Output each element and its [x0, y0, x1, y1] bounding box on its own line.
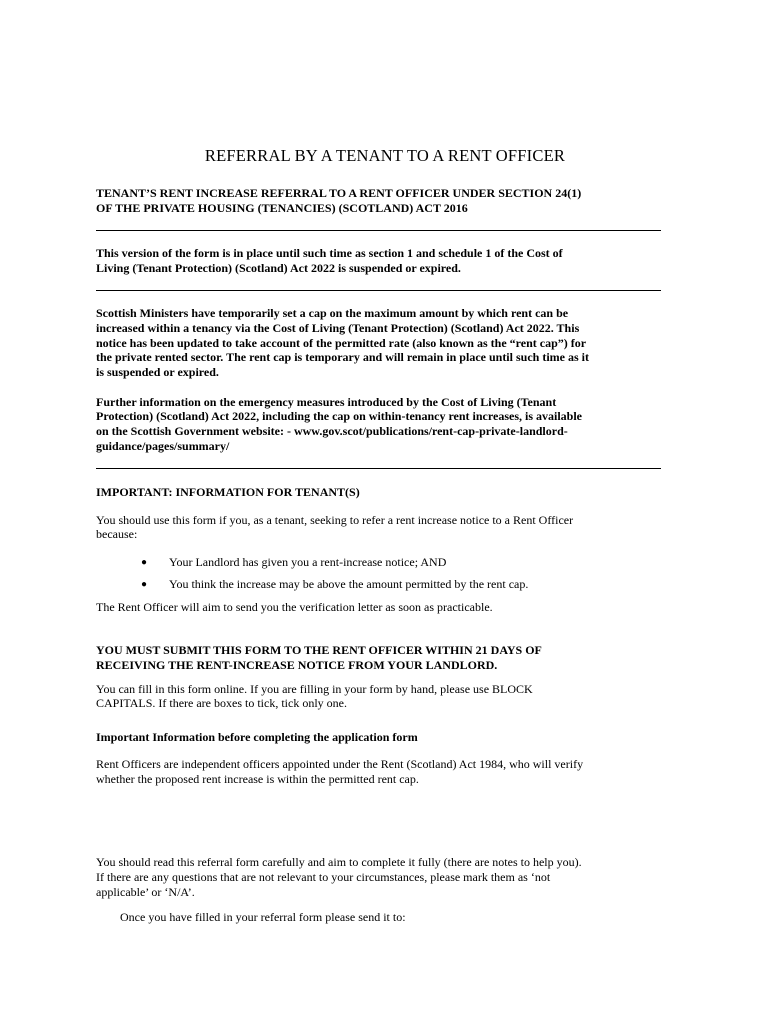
- subtitle-line-2: OF THE PRIVATE HOUSING (TENANCIES) (SCOTLAND) ACT 2016: [96, 201, 468, 215]
- bullet-icon: ●: [141, 579, 148, 590]
- further-info-line: Further information on the emergency measures introduced by the Cost of Living (Tenant: [96, 395, 557, 409]
- read-form-line: applicable’ or ‘N/A’.: [96, 885, 195, 899]
- must-submit-line-1: YOU MUST SUBMIT THIS FORM TO THE RENT OFFICER WITHIN 21 DAYS OF: [96, 643, 542, 657]
- read-form-line: You should read this referral form carefully and aim to complete it fully (there are notes to help you).: [96, 855, 582, 869]
- must-submit-line-2: RECEIVING THE RENT-INCREASE NOTICE FROM YOUR LANDLORD.: [96, 658, 498, 672]
- further-info-line: Protection) (Scotland) Act 2022, including the cap on within-tenancy rent increases, is available: [96, 409, 582, 423]
- fill-online-line-2: CAPITALS. If there are boxes to tick, tick only one.: [96, 696, 347, 710]
- rent-officers-line-2: whether the proposed rent increase is within the permitted rent cap.: [96, 772, 419, 786]
- divider: [96, 468, 661, 469]
- cap-notice-line: is suspended or expired.: [96, 365, 219, 379]
- bullet-icon: ●: [141, 557, 148, 568]
- subtitle-line-1: TENANT’S RENT INCREASE REFERRAL TO A RENT OFFICER UNDER SECTION 24(1): [96, 186, 582, 200]
- cap-notice-line: the private rented sector. The rent cap is temporary and will remain in place until such time as it: [96, 350, 589, 364]
- read-form-line: If there are any questions that are not relevant to your circumstances, please mark them as ‘not: [96, 870, 551, 884]
- fill-online-line-1: You can fill in this form online. If you are filling in your form by hand, please use BLOCK: [96, 682, 533, 696]
- important-heading: IMPORTANT: INFORMATION FOR TENANT(S): [96, 485, 360, 499]
- list-item-text: You think the increase may be above the amount permitted by the rent cap.: [169, 577, 529, 591]
- use-form-line-2: because:: [96, 527, 138, 541]
- further-info-line: on the Scottish Government website: - www.gov.scot/publications/rent-cap-private-landlord-: [96, 424, 568, 438]
- cap-notice-line: notice has been updated to take account of the permitted rate (also known as the “rent cap”) for: [96, 336, 587, 350]
- send-to-text: Once you have filled in your referral form please send it to:: [120, 910, 406, 924]
- page-title: REFERRAL BY A TENANT TO A RENT OFFICER: [204, 146, 566, 165]
- further-info-line: guidance/pages/summary/: [96, 439, 230, 453]
- version-line-2: Living (Tenant Protection) (Scotland) Act 2022 is suspended or expired.: [96, 261, 461, 275]
- use-form-line-1: You should use this form if you, as a tenant, seeking to refer a rent increase notice to a Rent Officer: [96, 513, 574, 527]
- divider: [96, 230, 661, 231]
- rent-officers-line-1: Rent Officers are independent officers appointed under the Rent (Scotland) Act 1984, who will verify: [96, 757, 584, 771]
- cap-notice-line: Scottish Ministers have temporarily set a cap on the maximum amount by which rent can be: [96, 306, 569, 320]
- version-line-1: This version of the form is in place until such time as section 1 and schedule 1 of the Cost of: [96, 246, 563, 260]
- cap-notice-line: increased within a tenancy via the Cost of Living (Tenant Protection) (Scotland) Act 2022. This: [96, 321, 580, 335]
- divider: [96, 290, 661, 291]
- list-item-text: Your Landlord has given you a rent-increase notice; AND: [169, 555, 447, 569]
- verification-text: The Rent Officer will aim to send you the verification letter as soon as practicable.: [96, 600, 493, 614]
- important-info-heading: Important Information before completing the application form: [96, 730, 418, 744]
